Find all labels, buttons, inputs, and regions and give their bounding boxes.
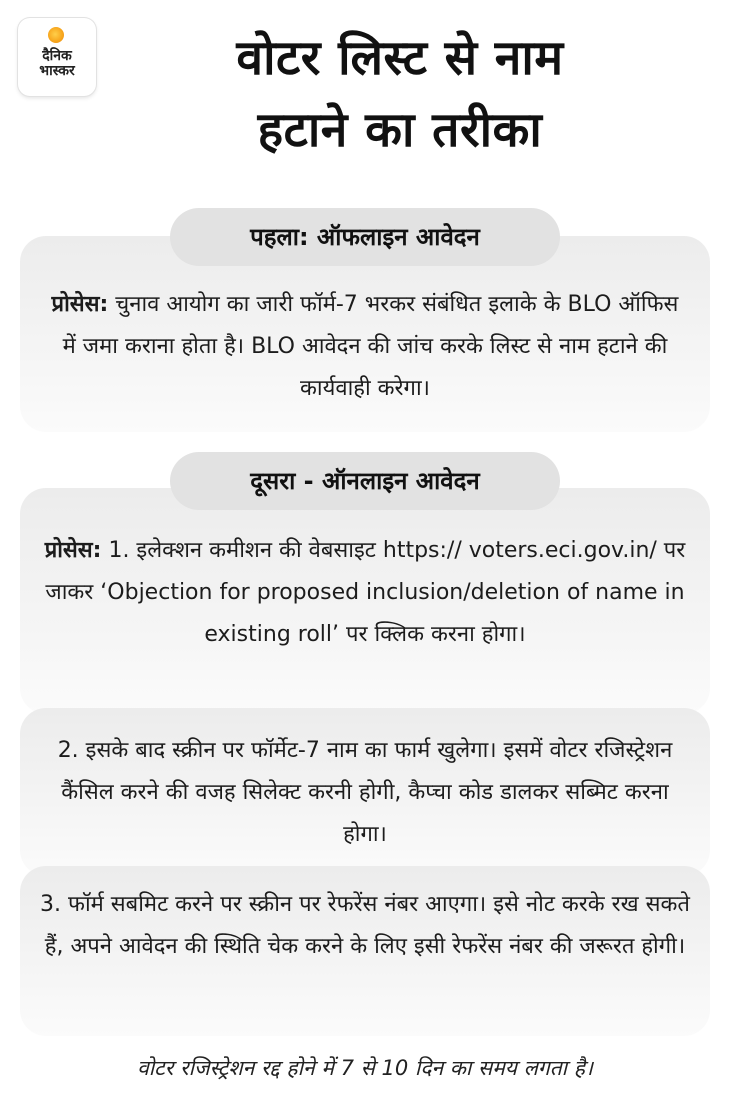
online-heading: दूसरा - ऑनलाइन आवेदन	[170, 452, 560, 510]
online-process-label: प्रोसेस:	[44, 538, 102, 563]
page-title	[120, 22, 680, 166]
offline-heading: पहला: ऑफलाइन आवेदन	[170, 208, 560, 266]
offline-process-label: प्रोसेस:	[51, 292, 109, 317]
footnote: वोटर रजिस्ट्रेशन रद्द होने में 7 से 10 दिन का समय लगता है।	[137, 1056, 593, 1080]
title-line-1: वोटर लिस्ट से नाम	[236, 30, 564, 86]
online-step1-text	[20, 488, 710, 656]
title-line-2: हटाने का तरीका	[257, 102, 543, 158]
dainik-bhaskar-logo	[18, 18, 96, 96]
logo-text-line2: भास्कर	[39, 63, 75, 79]
sun-icon	[48, 27, 64, 43]
online-step3-text: 3. फॉर्म सबमिट करने पर स्क्रीन पर रेफरेंस नंबर आएगा। इसे नोट करके रख सकते हैं, अपने आवेदन की स्थिति चेक करने के लिए इसी रेफरेंस नंबर की जरूरत होगी।	[40, 892, 690, 959]
online-step1-box	[20, 488, 710, 714]
online-step3-box	[20, 866, 710, 1036]
offline-process-body: चुनाव आयोग का जारी फॉर्म-7 भरकर संबंधित इलाके के BLO ऑफिस में जमा कराना होता है। BLO आवेदन की जांच करके लिस्ट से नाम हटाने की कार्यवाही करेगा।	[62, 292, 679, 401]
logo-text-line1: दैनिक	[42, 48, 72, 64]
online-step2-box	[20, 708, 710, 876]
online-step2-text: 2. इसके बाद स्क्रीन पर फॉर्मेट-7 नाम का फार्म खुलेगा। इसमें वोटर रजिस्ट्रेशन कैंसिल करने की वजह सिलेक्ट करनी होगी, कैप्चा कोड डालकर सब्मिट करना होगा।	[57, 738, 673, 847]
online-step1-body: 1. इलेक्शन कमीशन की वेबसाइट https:// voters.eci.gov.in/ पर जाकर ‘Objection for proposed inclusion/deletion of name in existing roll’ पर क्लिक करना होगा।	[45, 538, 686, 647]
